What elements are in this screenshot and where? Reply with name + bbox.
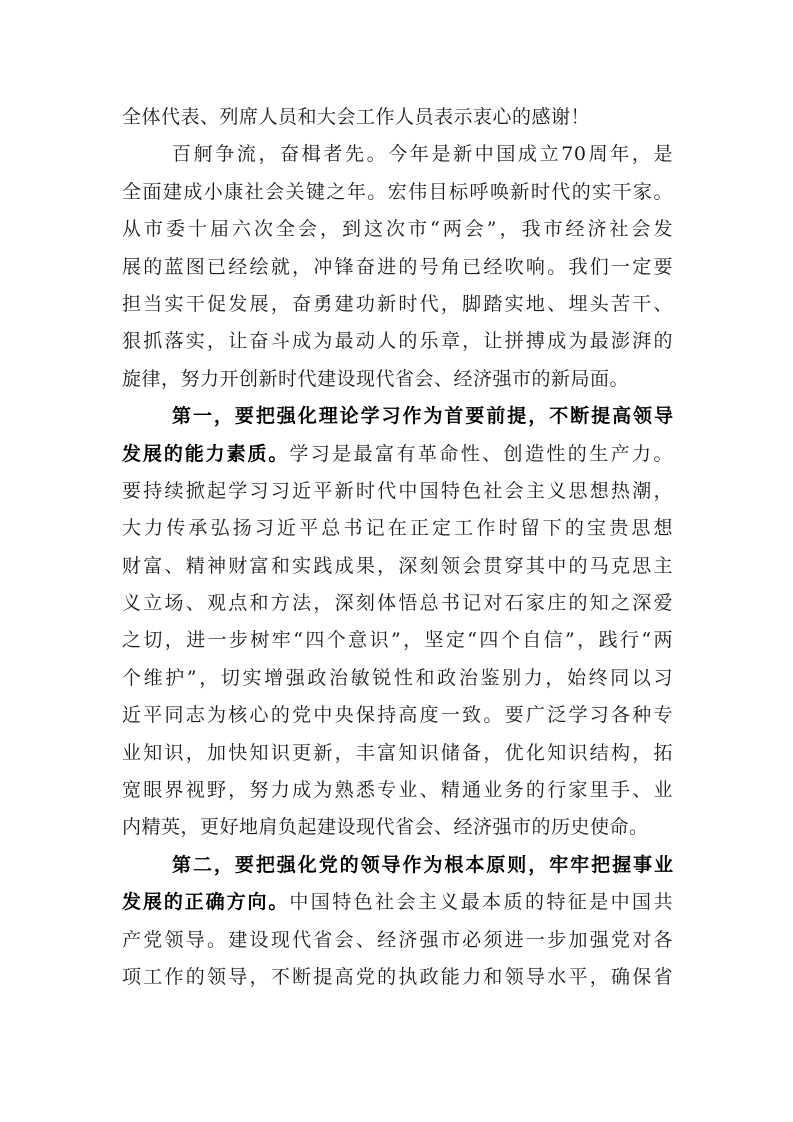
text-line	[122, 323, 673, 360]
line-text: 宽眼界视野，努力成为熟悉专业、精通业务的行家里手、业	[122, 779, 673, 802]
line-text: 全体代表、列席人员和大会工作人员表示衷心的感谢！	[122, 106, 591, 128]
text-line	[122, 809, 673, 846]
text-line	[122, 697, 673, 734]
line-text: 内精英，更好地肩负起建设现代省会、经济强市的历史使命。	[122, 816, 649, 839]
line-text: 个维护”，切实增强政治敏锐性和政治鉴别力，始终同以习	[122, 666, 673, 689]
text-line	[122, 548, 673, 585]
text-line	[122, 473, 673, 510]
section-heading-second-end: 发展的正确方向。	[122, 891, 290, 914]
section-heading-first: 第一，要把强化理论学习作为首要前提，不断提高领导	[172, 405, 673, 428]
line-text: 担当实干促发展，奋勇建功新时代，脚踏实地、埋头苦干、	[122, 292, 673, 315]
line-text: 项工作的领导，不断提高党的执政能力和领导水平，确保省	[122, 965, 673, 988]
section-heading-first-end: 发展的能力素质。	[122, 442, 290, 465]
line-text: 旋律，努力开创新时代建设现代省会、经济强市的新局面。	[122, 367, 630, 390]
text-line	[122, 361, 673, 398]
line-text: 之切，进一步树牢“四个意识”，坚定“四个自信”，践行“两	[122, 629, 673, 652]
line-text: 从市委十届六次全会，到这次市“两会”，我市经济社会发	[122, 218, 673, 241]
text-line	[122, 922, 673, 959]
text-line	[122, 99, 673, 136]
paragraph-start-line	[122, 136, 673, 173]
document-body	[122, 99, 673, 996]
line-text: 业知识，加快知识更新，丰富知识储备，优化知识结构，拓	[122, 741, 673, 764]
line-text: 百舸争流，奋楫者先。今年是新中国成立70周年，是	[172, 143, 673, 166]
line-text: 义立场、观点和方法，深刻体悟总书记对石家庄的知之深爱	[122, 592, 673, 615]
section-heading-line	[122, 847, 673, 884]
line-text: 大力传承弘扬习近平总书记在正定工作时留下的宝贵思想	[122, 517, 673, 540]
text-line	[122, 211, 673, 248]
line-text: 要持续掀起学习习近平新时代中国特色社会主义思想热潮，	[122, 479, 673, 502]
section-heading-second: 第二，要把强化党的领导作为根本原则，牢牢把握事业	[172, 853, 673, 876]
line-text: 狠抓落实，让奋斗成为最动人的乐章，让拼搏成为最澎湃的	[122, 330, 673, 353]
text-line	[122, 959, 673, 996]
text-line	[122, 249, 673, 286]
line-text: 学习是最富有革命性、创造性的生产力。	[289, 442, 673, 465]
section-heading-continuation-line	[122, 884, 673, 921]
line-text: 全面建成小康社会关键之年。宏伟目标呼唤新时代的实干家。	[122, 180, 673, 203]
section-heading-line	[122, 398, 673, 435]
text-line	[122, 510, 673, 547]
text-line	[122, 286, 673, 323]
text-line	[122, 660, 673, 697]
line-text: 展的蓝图已经绘就，冲锋奋进的号角已经吹响。我们一定要	[122, 255, 673, 278]
line-text: 产党领导。建设现代省会、经济强市必须进一步加强党对各	[122, 928, 673, 951]
section-heading-continuation-line	[122, 436, 673, 473]
line-text: 中国特色社会主义最本质的特征是中国共	[289, 891, 673, 914]
text-line	[122, 174, 673, 211]
text-line	[122, 735, 673, 772]
text-line	[122, 622, 673, 659]
text-line	[122, 772, 673, 809]
line-text: 财富、精神财富和实践成果，深刻领会贯穿其中的马克思主	[122, 554, 673, 577]
line-text: 近平同志为核心的党中央保持高度一致。要广泛学习各种专	[122, 704, 673, 727]
text-line	[122, 585, 673, 622]
